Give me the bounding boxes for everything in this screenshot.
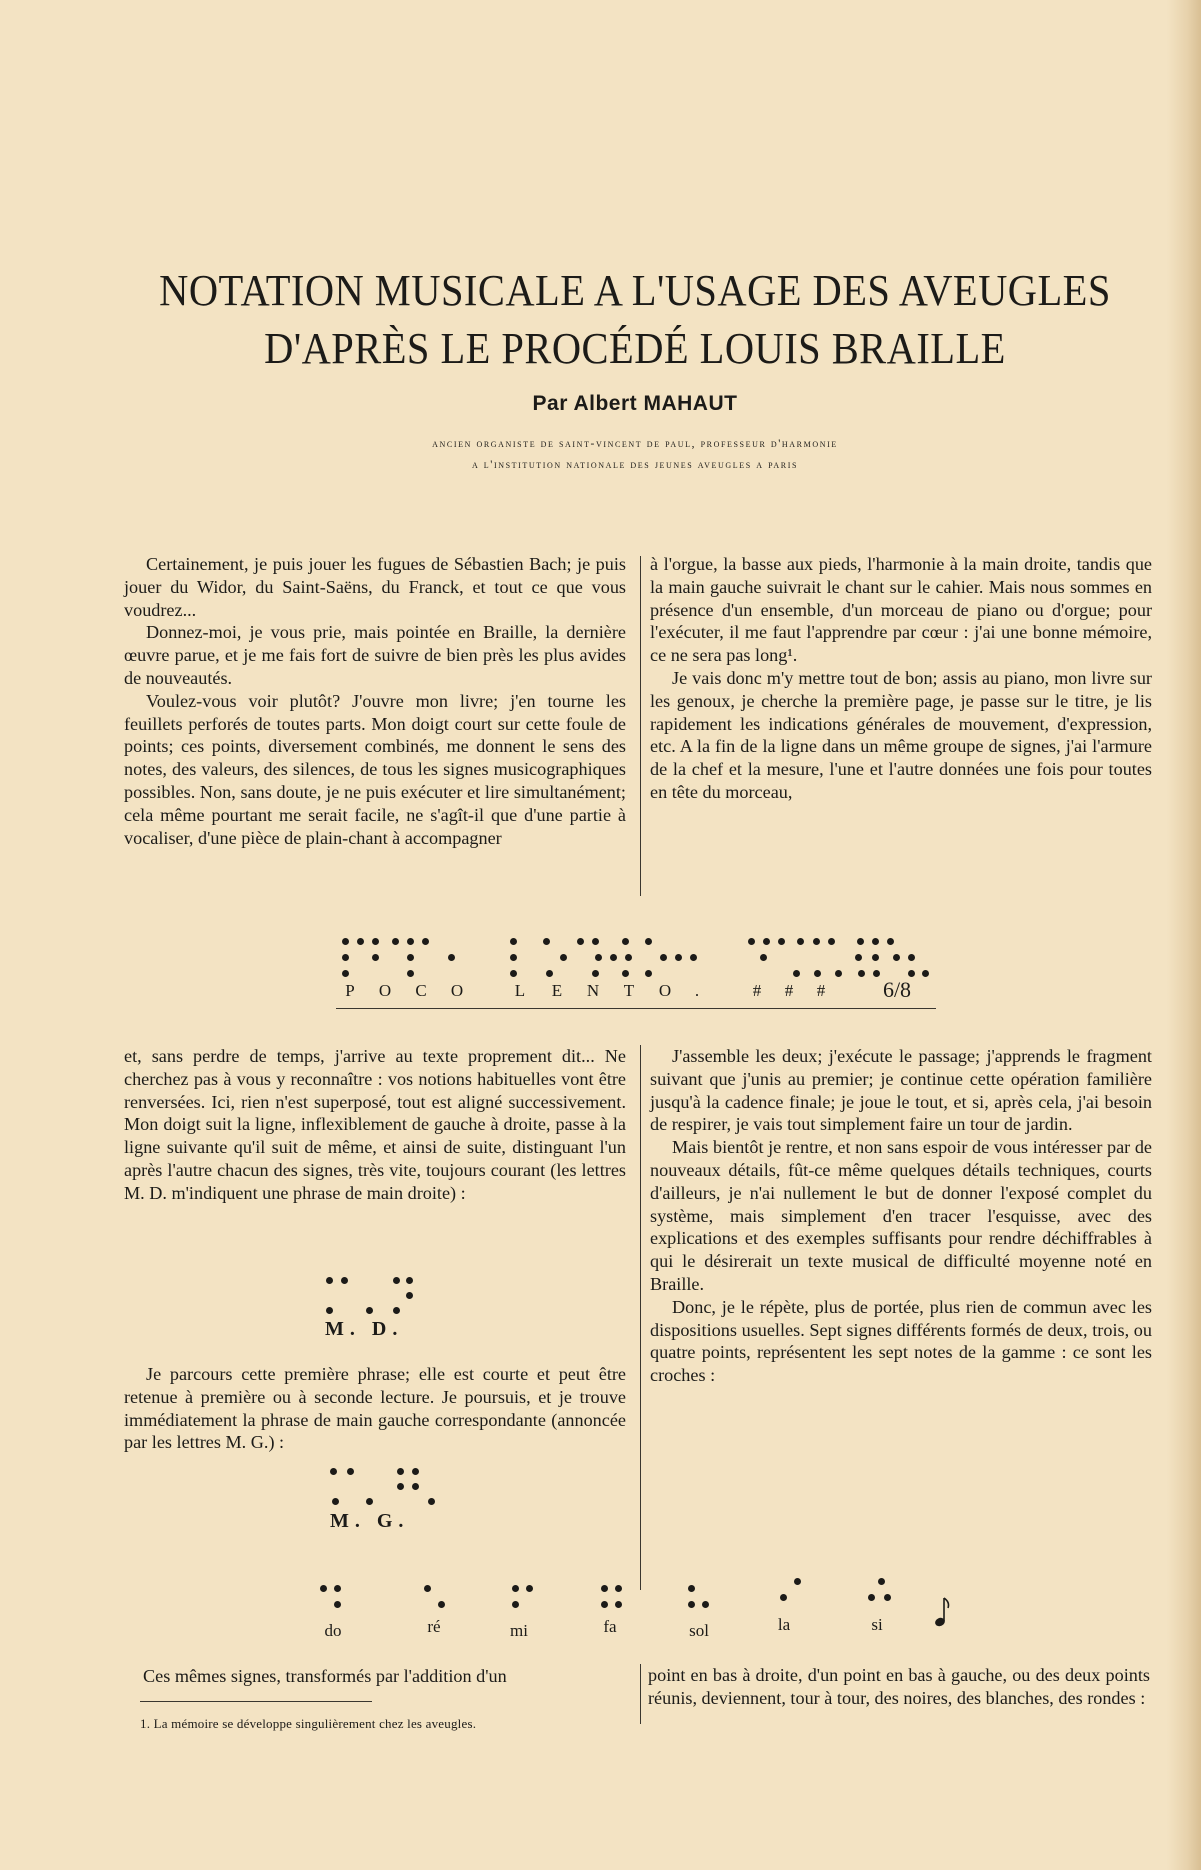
- braille-dot: [334, 1601, 341, 1608]
- eighth-note-icon: [934, 1594, 954, 1630]
- left-column-top: [124, 553, 626, 849]
- time-signature: 6/8: [882, 977, 912, 1002]
- braille-dot: [412, 1468, 419, 1475]
- braille-dot: [794, 1578, 801, 1585]
- paragraph: Mais bientôt je rentre, et non sans espoir de vous intéresser par de nouveaux détails, fût-ce même quelques détails techniques, courts d'ailleurs, je n'ai nullement le but de donner l'exposé complet du système, mais simplement d'en tracer l'esquisse, avec des explications et des exemples suffisants pour rendre déchiffrables à qui le désirerait un texte musical de difficulté moyenne noté en Braille.: [650, 1137, 1152, 1294]
- braille-dot: [857, 938, 864, 945]
- braille-dot: [372, 938, 379, 945]
- right-column-top: [650, 553, 1152, 804]
- braille-dot: [412, 1483, 419, 1490]
- author-byline: Par Albert MAHAUT: [532, 392, 738, 415]
- braille-dot: [393, 1277, 400, 1284]
- braille-dot: [512, 1601, 519, 1608]
- braille-dot: [357, 938, 364, 945]
- braille-dot: [342, 970, 349, 977]
- braille-dot: [610, 954, 617, 961]
- braille-dot: [601, 1585, 608, 1592]
- braille-dot: [510, 970, 517, 977]
- braille-dot: [778, 938, 785, 945]
- braille-dot: [392, 938, 399, 945]
- paragraph: à l'orgue, la basse aux pieds, l'harmonie à la main droite, tandis que la main gauche suivrait le chant sur le cahier. Mais nous sommes en présence d'un ensemble, d'un morceau de piano ou d'orgue; pour l'exécuter, il me faut l'apprendre par cœur : j'ai une bonne mémoire, ce ne sera pas long¹.: [650, 554, 1152, 666]
- braille-dot: [878, 1578, 885, 1585]
- braille-dot: [688, 1601, 695, 1608]
- braille-letter: #: [752, 981, 762, 1000]
- paragraph: Je parcours cette première phrase; elle est courte et peut être retenue à première ou à seconde lecture. Je poursuis, et je trouve immédiatement la phrase de main gauche correspondante (annoncée par les lettres M. G.) :: [124, 1364, 626, 1453]
- column-divider: [640, 1664, 641, 1724]
- affiliation-line-1: ancien organiste de saint-vincent de paul, professeur d'harmonie: [432, 438, 838, 450]
- braille-dot: [622, 938, 629, 945]
- braille-letter: #: [816, 981, 826, 1000]
- note-label-re: ré: [427, 1617, 441, 1636]
- braille-dot: [622, 970, 629, 977]
- affiliation-line-2: a l'institution nationale des jeunes aveugles a paris: [471, 459, 799, 471]
- braille-letter: .: [694, 981, 700, 1000]
- braille-dot: [330, 1468, 337, 1475]
- page-edge-shadow: [1167, 0, 1201, 1870]
- note-label-do: do: [324, 1621, 342, 1640]
- braille-dot: [320, 1585, 327, 1592]
- note-label-mi: mi: [510, 1621, 528, 1640]
- braille-dot: [577, 938, 584, 945]
- braille-dot: [334, 1585, 341, 1592]
- braille-letter: P: [345, 981, 355, 1000]
- braille-dot: [688, 1585, 695, 1592]
- braille-letter: T: [623, 981, 635, 1000]
- braille-dot: [397, 1468, 404, 1475]
- braille-dot: [625, 954, 632, 961]
- braille-dot: [922, 970, 929, 977]
- braille-dot: [422, 938, 429, 945]
- paragraph: Donnez-moi, je vous prie, mais pointée en Braille, la dernière œuvre parue, et je me fais fort de suivre de bien près les plus avides de nouveautés.: [124, 622, 626, 688]
- braille-dot: [893, 954, 900, 961]
- column-divider: [640, 556, 641, 896]
- braille-dot: [835, 970, 842, 977]
- braille-dot: [872, 938, 879, 945]
- braille-letter: L: [514, 981, 526, 1000]
- braille-dot: [341, 1277, 348, 1284]
- braille-dot: [797, 938, 804, 945]
- braille-dot: [828, 938, 835, 945]
- braille-dot: [407, 954, 414, 961]
- braille-dot: [872, 954, 879, 961]
- braille-dot: [546, 970, 553, 977]
- braille-dot: [407, 938, 414, 945]
- braille-letter: E: [551, 981, 563, 1000]
- braille-dot: [510, 938, 517, 945]
- braille-dot: [660, 954, 667, 961]
- braille-dot: [342, 954, 349, 961]
- footnote: 1. La mémoire se développe singulièrement chez les aveugles.: [140, 1716, 477, 1731]
- paragraph: Donc, je le répète, plus de portée, plus rien de commun avec les dispositions usuelles. Sept signes différents formés de deux, trois, ou quatre points, représentent les sept notes de la gamme : ce sont les croches :: [650, 1296, 1152, 1386]
- left-column-mid2: [124, 1363, 626, 1454]
- braille-letter: C: [415, 981, 427, 1000]
- braille-letter: #: [784, 981, 794, 1000]
- braille-dot: [884, 1594, 891, 1601]
- braille-dot: [780, 1594, 787, 1601]
- braille-dot: [393, 1307, 400, 1314]
- paragraph: et, sans perdre de temps, j'arrive au texte proprement dit... Ne cherchez pas à vous y reconnaître : vos notions habituelles vont être renversées. Ici, rien n'est superposé, tout est aligné successivement. Mon doigt suit la ligne, inflexiblement de gauche à droite, passe à la ligne suivante qu'il suit de même, et ainsi de suite, distinguant l'un après l'autre chacun des signes, très vite, toujours courant (les lettres M. D. m'indiquent une phrase de main droite) :: [124, 1046, 626, 1203]
- title-line-1: NOTATION MUSICALE A L'USAGE DES AVEUGLES: [159, 266, 1111, 315]
- braille-dot: [332, 1498, 339, 1505]
- braille-dot: [526, 1585, 533, 1592]
- braille-dot: [702, 1601, 709, 1608]
- braille-dot: [814, 970, 821, 977]
- braille-dot: [760, 954, 767, 961]
- note-label-si: si: [871, 1615, 883, 1634]
- braille-dot: [748, 938, 755, 945]
- braille-dot: [326, 1307, 333, 1314]
- braille-dot: [448, 954, 455, 961]
- braille-dot: [407, 970, 414, 977]
- braille-dot: [560, 954, 567, 961]
- braille-dot: [855, 954, 862, 961]
- braille-dot: [813, 938, 820, 945]
- braille-dot: [601, 1601, 608, 1608]
- braille-dot: [592, 970, 599, 977]
- column-divider: [640, 1045, 641, 1590]
- bottom-right-text: [648, 1664, 1150, 1710]
- braille-dot: [763, 938, 770, 945]
- footnote-rule: [140, 1701, 372, 1702]
- braille-dot: [510, 954, 517, 961]
- braille-dot: [543, 938, 550, 945]
- paragraph: point en bas à droite, d'un point en bas à gauche, ou des deux points réunis, deviennent, tour à tour, des noires, des blanches, des rondes :: [648, 1665, 1150, 1708]
- braille-dot: [512, 1585, 519, 1592]
- braille-dot: [645, 970, 652, 977]
- braille-dot: [595, 954, 602, 961]
- braille-dot: [428, 1498, 435, 1505]
- paragraph: Voulez-vous voir plutôt? J'ouvre mon livre; j'en tourne les feuillets perforés de toutes parts. Mon doigt court sur cette foule de points; ces points, diversement combinés, me donnent le sens des notes, des valeurs, des silences, de tous les signes musicographiques possibles. Non, sans doute, je ne puis exécuter et lire simultanément; cela même pourtant me serait facile, ne s'agît-il que d'une partie à vocaliser, d'une pièce de plain-chant à accompagner: [124, 690, 626, 848]
- article-title: [106, 262, 1164, 378]
- braille-dot: [397, 1483, 404, 1490]
- braille-dot: [342, 938, 349, 945]
- braille-dot: [887, 938, 894, 945]
- note-label-fa: fa: [603, 1617, 617, 1636]
- mg-label: M. G.: [330, 1510, 410, 1532]
- braille-dot: [424, 1585, 431, 1592]
- braille-dot: [615, 1601, 622, 1608]
- braille-letter: O: [450, 981, 464, 1000]
- braille-dot: [366, 1307, 373, 1314]
- bottom-left-text: Ces mêmes signes, transformés par l'addition d'un: [143, 1666, 507, 1686]
- braille-dot: [675, 954, 682, 961]
- braille-letter: O: [378, 981, 392, 1000]
- braille-dot: [858, 970, 865, 977]
- left-column-mid: [124, 1045, 626, 1205]
- right-column-mid: [650, 1045, 1152, 1387]
- paragraph: Je vais donc m'y mettre tout de bon; assis au piano, mon livre sur les genoux, je cherche la première page, je passe sur le titre, je lis rapidement les indications générales de mouvement, d'expression, etc. A la fin de la ligne dans un même groupe de signes, j'ai l'armure de la chef et la mesure, l'une et l'autre données une fois pour toutes en tête du morceau,: [650, 667, 1152, 802]
- note-label-sol: sol: [689, 1621, 709, 1640]
- title-line-2: D'APRÈS LE PROCÉDÉ LOUIS BRAILLE: [264, 324, 1006, 373]
- note-label-la: la: [777, 1615, 791, 1634]
- braille-dot: [615, 1585, 622, 1592]
- braille-dot: [372, 954, 379, 961]
- braille-dot: [645, 938, 652, 945]
- braille-dot: [326, 1277, 333, 1284]
- braille-letter: N: [586, 981, 600, 1000]
- braille-dot: [908, 970, 915, 977]
- paragraph: Certainement, je puis jouer les fugues de Sébastien Bach; je puis jouer du Widor, du Saint-Saëns, du Franck, et tout ce que vous voudrez...: [124, 554, 626, 620]
- braille-dot: [406, 1277, 413, 1284]
- braille-dot: [438, 1601, 445, 1608]
- braille-dot: [347, 1468, 354, 1475]
- paragraph: J'assemble les deux; j'exécute le passage; j'apprends le fragment suivant que j'unis au premier; je continue cette opération familière jusqu'à la cadence finale; je joue le tout, et si, après cela, j'ai besoin de respirer, je vais tout simplement faire un tour de jardin.: [650, 1046, 1152, 1135]
- example-rule: [336, 1008, 936, 1009]
- braille-dot: [592, 938, 599, 945]
- braille-dot: [908, 954, 915, 961]
- braille-dot: [793, 970, 800, 977]
- braille-dot: [690, 954, 697, 961]
- braille-letter: O: [658, 981, 672, 1000]
- md-label: M. D.: [325, 1318, 404, 1340]
- braille-dot: [868, 1594, 875, 1601]
- braille-dot: [366, 1498, 373, 1505]
- braille-dot: [873, 970, 880, 977]
- braille-dot: [406, 1292, 413, 1299]
